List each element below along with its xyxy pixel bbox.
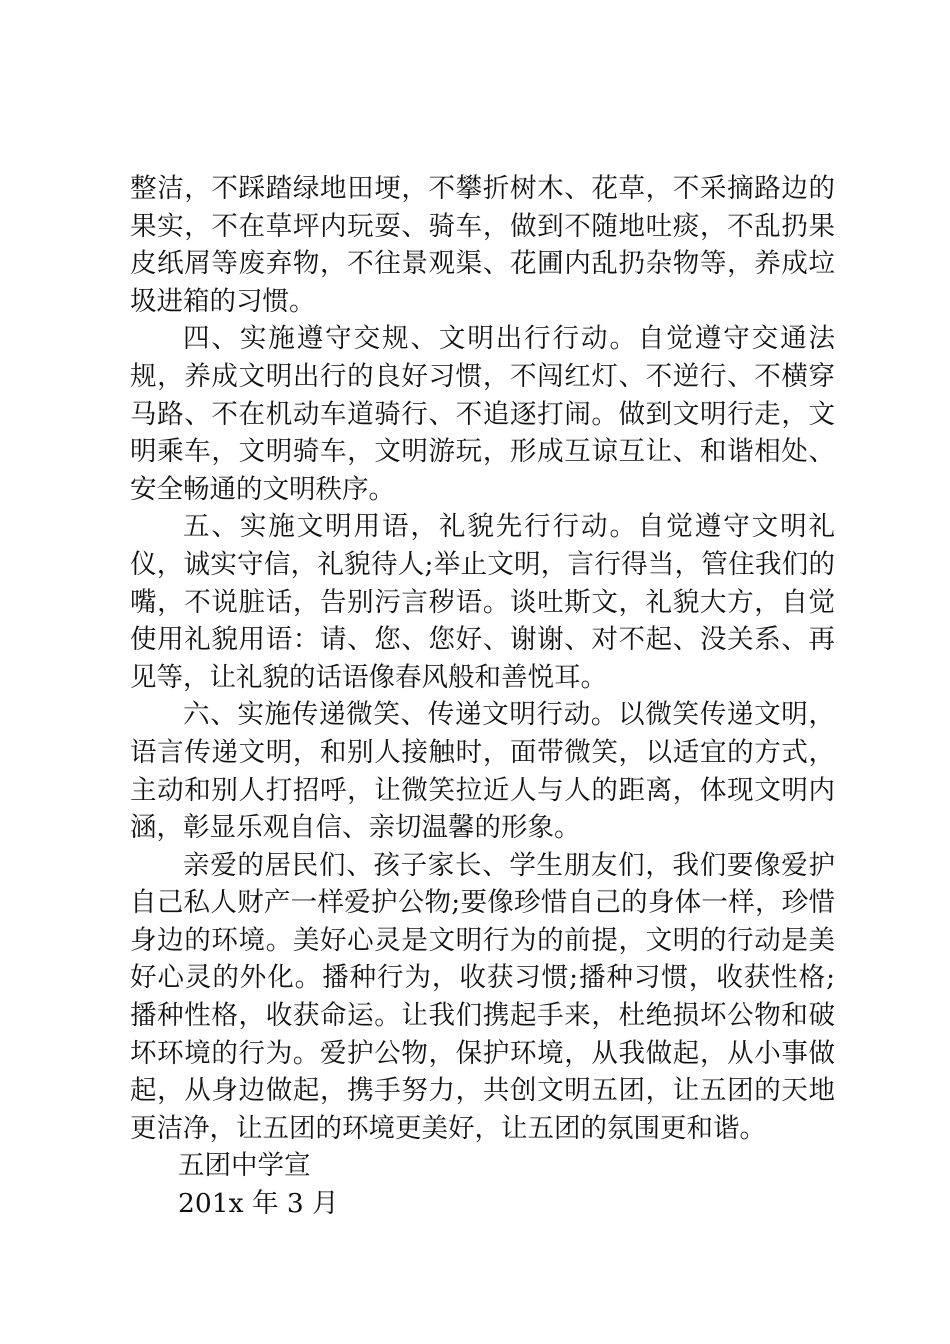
signature-date: 201x 年 3 月: [178, 1188, 339, 1220]
paragraph-closing-appeal: 亲爱的居民们、孩子家长、学生朋友们，我们要像爱护自己私人财产一样爱护公物;要像珍惜自己的身体一样，珍惜身边的环境。美好心灵是文明行为的前提，文明的行动是美好心灵的外化。播种行为，收获习惯;播种习惯，收获性格;播种性格，收获命运。让我们携起手来，杜绝损坏公物和破坏环境的行为。爱护公物，保护环境，从我做起，从小事做起，从身边做起，携手努力，共创文明五团，让五团的天地更洁净，让五团的环境更美好，让五团的氛围更和谐。: [130, 849, 835, 1144]
paragraph-traffic-rules: 四、实施遵守交规、文明出行行动。自觉遵守交通法规，养成文明出行的良好习惯，不闯红灯、不逆行、不横穿马路、不在机动车道骑行、不追逐打闹。做到文明行走，文明乘车，文明骑车，文明游玩，形成互谅互让、和谐相处、安全畅通的文明秩序。: [130, 323, 835, 505]
paragraph-continuation: 整洁，不踩踏绿地田埂，不攀折树木、花草，不采摘路边的果实，不在草坪内玩耍、骑车，做到不随地吐痰，不乱扔果皮纸屑等废弃物，不往景观渠、花圃内乱扔杂物等，养成垃圾进箱的习惯。: [130, 173, 835, 317]
paragraph-smile: 六、实施传递微笑、传递文明行动。以微笑传递文明，语言传递文明，和别人接触时，面带微笑，以适宜的方式，主动和别人打招呼，让微笑拉近人与人的距离，体现文明内涵，彰显乐观自信、亲切温馨的形象。: [130, 699, 835, 844]
paragraph-polite-language: 五、实施文明用语，礼貌先行行动。自觉遵守文明礼仪，诚实守信，礼貌待人;举止文明，言行得当，管住我们的嘴，不说脏话，告别污言秽语。谈吐斯文，礼貌大方，自觉使用礼貌用语：请、您、您好、谢谢、对不起、没关系、再见等，让礼貌的话语像春风般和善悦耳。: [130, 511, 835, 693]
document-body: [130, 170, 835, 1223]
signature-issuer: 五团中学宣: [178, 1150, 311, 1182]
